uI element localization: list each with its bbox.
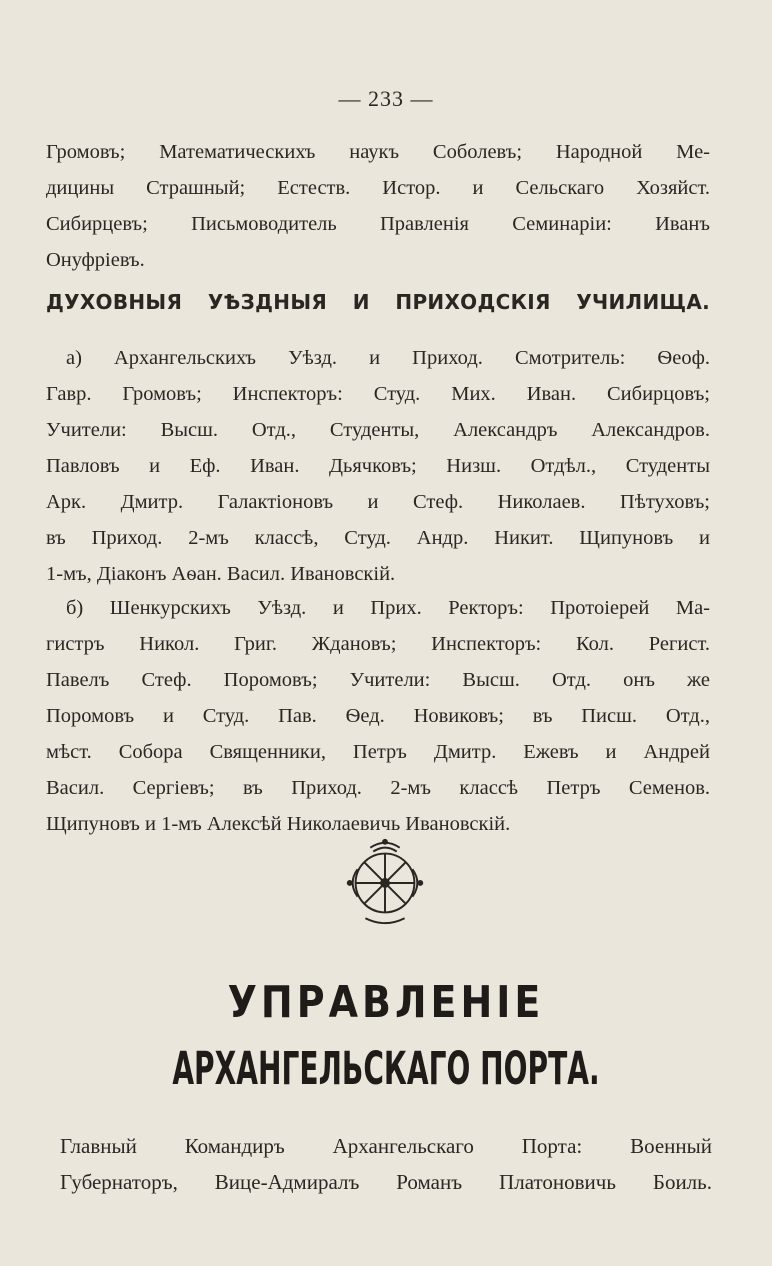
text-line: 1-мъ, Діаконъ Аѳан. Васил. Ивановскій. bbox=[46, 563, 396, 585]
text-line: мѣст. Собора Священники, Петръ Дмитр. Ежевъ и Андрей bbox=[46, 741, 710, 763]
section-title-line2: АРХАНГЕЛЬСКАГО ПОРТА. bbox=[172, 1043, 600, 1095]
text-line: Онуфріевъ. bbox=[46, 249, 145, 271]
text-line: Сибирцевъ; Письмоводитель Правленія Семинаріи: Иванъ bbox=[46, 213, 710, 235]
text-line: въ Приход. 2-мъ классѣ, Студ. Андр. Никит. Щипуновъ и bbox=[46, 527, 710, 549]
text-line: Щипуновъ и 1-мъ Алексѣй Николаевичь Ивановскій. bbox=[46, 813, 511, 835]
page-number: — 233 — bbox=[338, 86, 434, 111]
text-line: Павловъ и Еф. Иван. Дьячковъ; Низш. Отдѣл., Студенты bbox=[46, 455, 710, 477]
text-line: Поромовъ и Студ. Пав. Ѳед. Новиковъ; въ Писш. Отд., bbox=[46, 705, 710, 727]
text-line: Васил. Сергіевъ; въ Приход. 2-мъ классѣ Петръ Семенов. bbox=[46, 777, 710, 799]
text-line: гистръ Никол. Григ. Ждановъ; Инспекторъ: Кол. Регист. bbox=[46, 633, 710, 655]
text-line: Учители: Высш. Отд., Студенты, Александръ Александров. bbox=[46, 419, 710, 441]
footer-paragraph bbox=[60, 1128, 712, 1200]
text-line: Громовъ; Математическихъ наукъ Соболевъ; Народной Ме- bbox=[46, 141, 710, 163]
paragraph-a bbox=[46, 340, 710, 592]
paragraph-b bbox=[46, 590, 710, 842]
text-line: Гавр. Громовъ; Инспекторъ: Студ. Мих. Иван. Сибирцовъ; bbox=[46, 383, 710, 405]
text-line: Павелъ Стеф. Поромовъ; Учители: Высш. Отд. онъ же bbox=[46, 669, 710, 691]
section-heading: ДУХОВНЫЯ УѢЗДНЫЯ И ПРИХОДСКІЯ УЧИЛИЩА. bbox=[46, 290, 710, 314]
text-line: б) Шенкурскихъ Уѣзд. и Прих. Ректоръ: Протоіерей Ма- bbox=[66, 597, 710, 619]
text-line: а) Архангельскихъ Уѣзд. и Приход. Смотритель: Ѳеоф. bbox=[66, 347, 710, 369]
text-line: Губернаторъ, Вице-Адмиралъ Романъ Платоновичь Боиль. bbox=[60, 1170, 712, 1194]
intro-paragraph bbox=[46, 134, 710, 278]
text-line: Арк. Дмитр. Галактіоновъ и Стеф. Николаев. Пѣтуховъ; bbox=[46, 491, 710, 513]
text-line: дицины Страшный; Естеств. Истор. и Сельскаго Хозяйст. bbox=[46, 177, 710, 199]
ornament-emblem-icon bbox=[336, 832, 434, 930]
section-title-line1: УПРАВЛЕНІЕ bbox=[227, 976, 545, 1028]
text-line: Главный Командиръ Архангельскаго Порта: Военный bbox=[60, 1134, 712, 1158]
